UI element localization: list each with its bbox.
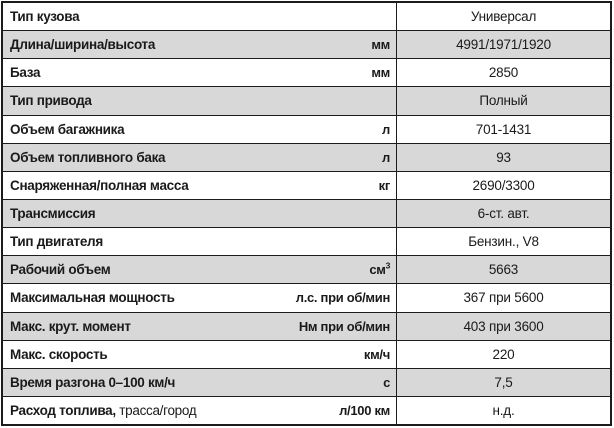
spec-label: Объем топливного бака bbox=[10, 149, 166, 165]
spec-value: 7,5 bbox=[494, 374, 513, 390]
spec-label: Время разгона 0–100 км/ч bbox=[10, 374, 176, 390]
spec-value: 2850 bbox=[488, 65, 519, 81]
spec-unit: л/100 км bbox=[339, 403, 390, 419]
spec-unit: мм bbox=[371, 65, 390, 81]
spec-unit: мм bbox=[371, 37, 390, 53]
spec-value: 220 bbox=[492, 346, 515, 362]
spec-value: 93 bbox=[496, 149, 511, 165]
spec-label: Максимальная мощность bbox=[10, 290, 175, 306]
parameter-cell bbox=[3, 144, 397, 171]
parameter-cell bbox=[3, 256, 397, 283]
spec-table bbox=[1, 1, 612, 426]
spec-value: Универсал bbox=[470, 9, 537, 25]
spec-value: 4991/1971/1920 bbox=[456, 37, 551, 53]
parameter-cell bbox=[3, 172, 397, 199]
spec-unit: л.с. при об/мин bbox=[295, 290, 390, 306]
parameter-cell bbox=[3, 313, 397, 340]
table-row bbox=[3, 58, 610, 86]
table-row bbox=[3, 340, 610, 368]
parameter-cell bbox=[3, 341, 397, 368]
parameter-cell bbox=[3, 116, 397, 143]
parameter-cell bbox=[3, 284, 397, 311]
spec-label-note: трасса/город bbox=[115, 403, 197, 419]
spec-label: Тип двигателя bbox=[10, 234, 103, 250]
spec-unit: кг bbox=[378, 177, 390, 193]
spec-value: 2690/3300 bbox=[472, 177, 535, 193]
unit-superscript: 3 bbox=[385, 261, 390, 271]
table-row bbox=[3, 3, 610, 30]
spec-label: Макс. крут. момент bbox=[10, 318, 131, 334]
spec-label: Расход топлива, трасса/город bbox=[10, 403, 197, 419]
parameter-cell bbox=[3, 228, 397, 255]
table-row bbox=[3, 396, 610, 424]
spec-value: 701-1431 bbox=[475, 121, 532, 137]
spec-label: Тип кузова bbox=[10, 9, 80, 25]
table-row bbox=[3, 283, 610, 311]
table-row bbox=[3, 312, 610, 340]
spec-label: Объем багажника bbox=[10, 121, 125, 137]
table-row bbox=[3, 143, 610, 171]
parameter-cell bbox=[3, 397, 397, 424]
table-row bbox=[3, 30, 610, 58]
parameter-cell bbox=[3, 87, 397, 114]
parameter-cell bbox=[3, 3, 397, 30]
spec-label: Длина/ширина/высота bbox=[10, 37, 156, 53]
spec-value: Полный bbox=[479, 93, 528, 109]
spec-unit: $см^3$ bbox=[369, 261, 390, 278]
table-row bbox=[3, 115, 610, 143]
spec-unit: с bbox=[383, 374, 390, 390]
spec-unit: л bbox=[382, 149, 390, 165]
spec-unit: Нм при об/мин bbox=[298, 318, 390, 334]
spec-value: н.д. bbox=[492, 403, 515, 419]
table-row bbox=[3, 368, 610, 396]
parameter-cell bbox=[3, 200, 397, 227]
spec-value: 6-ст. авт. bbox=[477, 206, 530, 222]
spec-label: Снаряженная/полная масса bbox=[10, 177, 189, 193]
spec-value: 367 при 5600 bbox=[463, 290, 544, 306]
table-row bbox=[3, 255, 610, 283]
table-row bbox=[3, 86, 610, 114]
spec-value: 5663 bbox=[488, 262, 519, 278]
spec-label: Рабочий объем bbox=[10, 262, 111, 278]
spec-label: База bbox=[10, 65, 41, 81]
spec-label: Макс. скорость bbox=[10, 346, 108, 362]
table-row bbox=[3, 227, 610, 255]
table-row bbox=[3, 171, 610, 199]
spec-label: Тип привода bbox=[10, 93, 92, 109]
parameter-cell bbox=[3, 59, 397, 86]
spec-unit: л bbox=[382, 121, 390, 137]
parameter-cell bbox=[3, 31, 397, 58]
parameter-cell bbox=[3, 369, 397, 396]
spec-label: Трансмиссия bbox=[10, 206, 96, 222]
table-row bbox=[3, 199, 610, 227]
spec-value: 403 при 3600 bbox=[463, 318, 544, 334]
spec-value: Бензин., V8 bbox=[468, 234, 539, 250]
spec-unit: км/ч bbox=[363, 346, 390, 362]
